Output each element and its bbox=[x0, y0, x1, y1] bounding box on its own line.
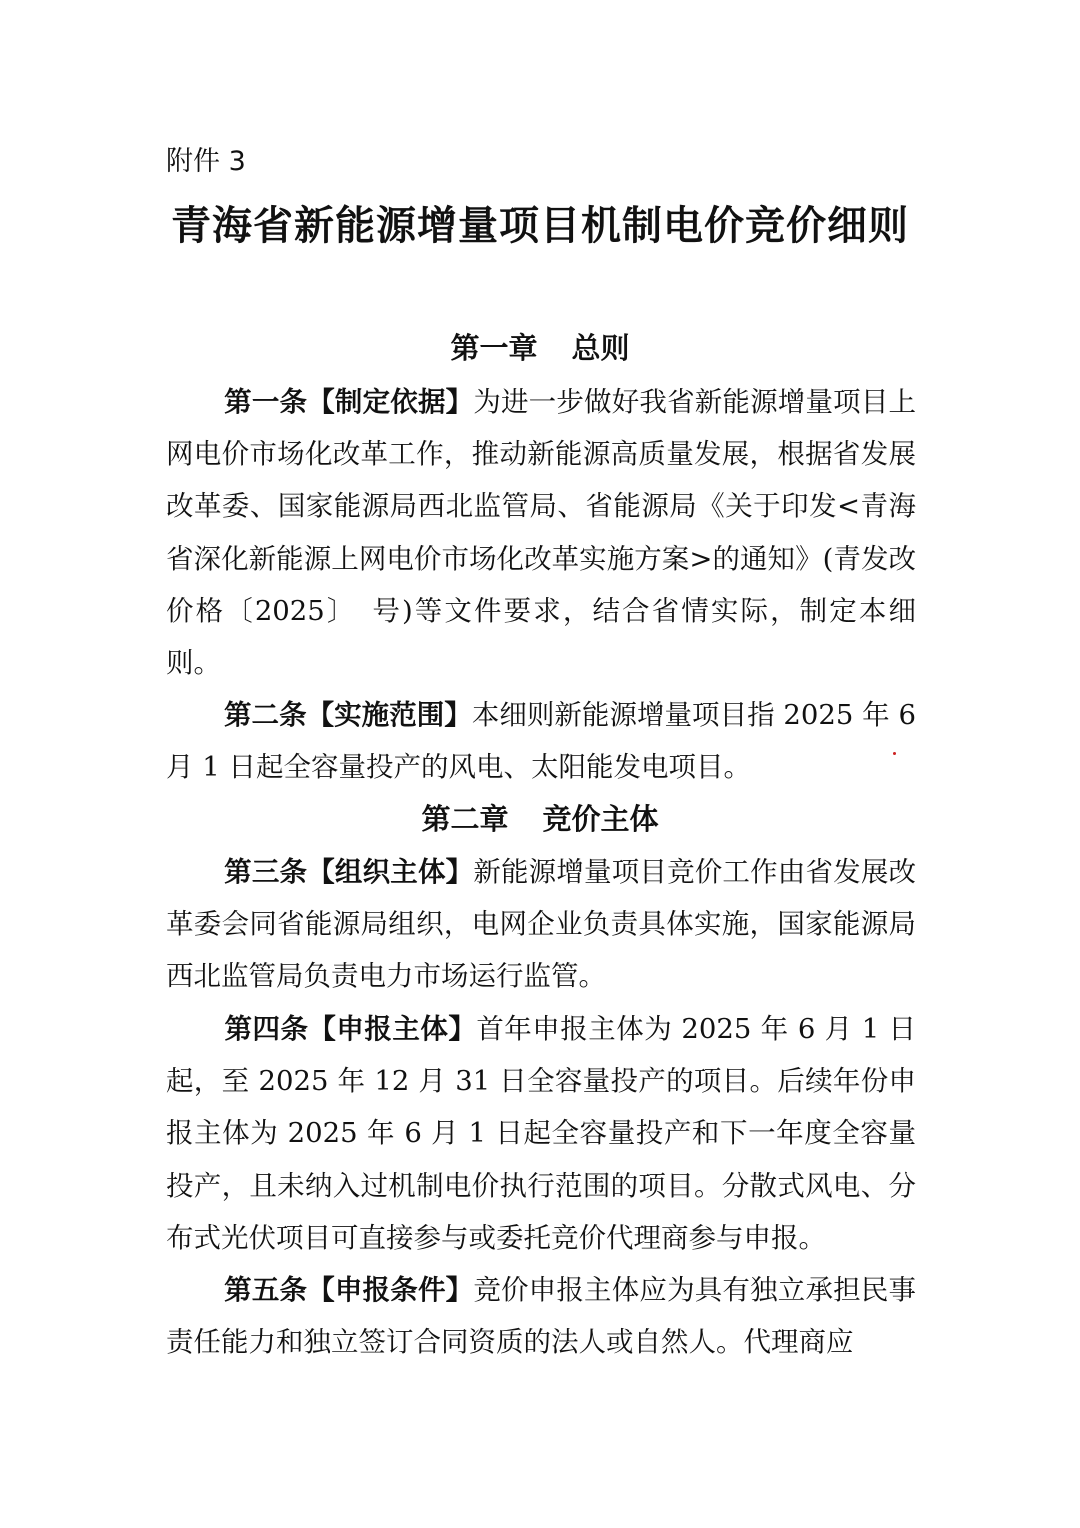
article-body: 首年申报主体为 2025 年 6 月 1 日起，至 2025 年 12 月 31 日全容量投产的项目。后续年份申报主体为 2025 年 6 月 1 日起全容量投产和下一年度全容量投产，且未纳入过机制电价执行范围的项目。分散式风电、分布式光伏项目可直接参与或委托竞价代理商参与申报。 bbox=[166, 1013, 916, 1254]
article-heading: 第四条【申报主体】 bbox=[224, 1013, 477, 1045]
article-heading: 第五条【申报条件】 bbox=[224, 1274, 474, 1306]
chapter-heading-2 bbox=[0, 797, 1080, 841]
article-5 bbox=[166, 1264, 916, 1368]
article-heading: 第三条【组织主体】 bbox=[224, 856, 474, 888]
article-body: 竞价申报主体应为具有独立承担民事责任能力和独立签订合同资质的法人或自然人。代理商应 bbox=[166, 1274, 917, 1359]
article-heading: 第一条【制定依据】 bbox=[224, 386, 474, 418]
article-body: 本细则新能源增量项目指 2025 年 6 月 1 日起全容量投产的风电、太阳能发电项目。 bbox=[166, 699, 916, 784]
article-4 bbox=[166, 1003, 916, 1264]
red-dot-mark bbox=[893, 752, 896, 755]
chapter-name: 总则 bbox=[571, 331, 630, 365]
chapter-heading-1 bbox=[0, 326, 1080, 370]
article-2 bbox=[166, 689, 916, 793]
article-1 bbox=[166, 376, 916, 689]
attachment-label: 附件 3 bbox=[166, 146, 246, 177]
chapter-name: 竞价主体 bbox=[542, 802, 659, 836]
article-body: 新能源增量项目竞价工作由省发展改革委会同省能源局组织，电网企业负责具体实施，国家能源局西北监管局负责电力市场运行监管。 bbox=[166, 856, 917, 993]
chapter-number: 第一章 bbox=[450, 331, 538, 365]
article-3 bbox=[166, 846, 916, 1003]
article-heading: 第二条【实施范围】 bbox=[224, 699, 472, 731]
chapter-number: 第二章 bbox=[421, 802, 509, 836]
document-title: 青海省新能源增量项目机制电价竞价细则 bbox=[171, 203, 909, 249]
article-body: 为进一步做好我省新能源增量项目上网电价市场化改革工作，推动新能源高质量发展，根据省发展改革委、国家能源局西北监管局、省能源局《关于印发<青海省深化新能源上网电价市场化改革实施方案>的通知》(青发改价格〔2025〕 号)等文件要求，结合省情实际，制定本细则。 bbox=[166, 386, 917, 680]
